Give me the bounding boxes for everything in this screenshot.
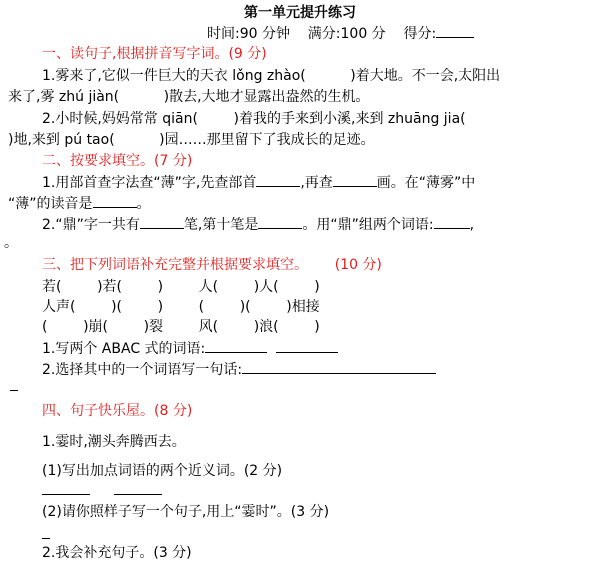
section-2-line-3 bbox=[42, 215, 474, 234]
text: 。用“鼎”组两个词语: bbox=[302, 217, 434, 233]
text: 1.用部首查字法查“薄”字,先查部首 bbox=[42, 175, 257, 191]
section-1-line-4: )地,来到 pú tao( )园……那里留下了我成长的足迹。 bbox=[8, 132, 375, 148]
section-1-line-1: 1.雾来了,它似一件巨大的天衣 lǒng zhào( )着大地。不一会,太阳出 bbox=[42, 68, 501, 84]
stroke-count-blank[interactable] bbox=[140, 215, 184, 229]
section-4-line-4: 2.我会补充句子。(3 分) bbox=[42, 545, 192, 561]
text: 1.写两个 ABAC 式的词语: bbox=[42, 341, 206, 357]
radical-blank[interactable] bbox=[256, 173, 300, 187]
section-4-line-3: (2)请你照样子写一个句子,用上“霎时”。(3 分) bbox=[42, 504, 330, 520]
text: 。 bbox=[136, 196, 151, 212]
text: ,再查 bbox=[300, 175, 333, 191]
section-4-line-2: (1)写出加点词语的两个近义词。(2 分) bbox=[42, 463, 283, 479]
abac-question bbox=[42, 339, 338, 358]
idiom-row-2[interactable]: 人声( )( ) ( )( )相接 bbox=[42, 299, 320, 315]
text: 画。在“薄雾”中 bbox=[376, 175, 476, 191]
answer-blank[interactable] bbox=[42, 538, 50, 539]
sentence-blank[interactable] bbox=[242, 360, 436, 374]
abac-blank-2[interactable] bbox=[276, 339, 338, 353]
synonym-blank-2[interactable] bbox=[114, 494, 162, 495]
section-2-line-2 bbox=[8, 194, 151, 213]
text: 2.选择其中的一个词语写一句话: bbox=[42, 362, 243, 378]
page-title: 第一单元提升练习 bbox=[244, 5, 356, 21]
word-1-blank[interactable] bbox=[434, 215, 470, 229]
section-4-heading: 四、句子快乐屋。(8 分) bbox=[42, 403, 193, 419]
idiom-row-3[interactable]: ( )崩( )裂 风( )浪( ) bbox=[42, 319, 320, 335]
section-3-heading: 三、把下列词语补充完整并根据要求填空。 (10 分) bbox=[42, 257, 382, 273]
strokes-blank[interactable] bbox=[333, 173, 377, 187]
text: 笔,第十笔是 bbox=[183, 217, 259, 233]
score-blank[interactable] bbox=[436, 24, 474, 38]
idiom-row-1[interactable]: 若( )若( ) 人( )人( ) bbox=[42, 279, 320, 295]
section-1-line-2: 来了,雾 zhú jiàn( )散去,大地才显露出盎然的生机。 bbox=[8, 89, 370, 105]
section-1-heading: 一、读句子,根据拼音写字词。(9 分) bbox=[42, 46, 267, 62]
sentence-question bbox=[42, 360, 436, 379]
text: , bbox=[469, 217, 475, 233]
text: 2.“鼎”字一共有 bbox=[42, 217, 140, 233]
synonym-blank-1[interactable] bbox=[42, 494, 90, 495]
abac-blank-1[interactable] bbox=[205, 339, 267, 353]
section-2-heading: 二、按要求填空。(7 分) bbox=[42, 153, 193, 169]
section-4-line-1: 1.霎时,潮头奔腾西去。 bbox=[42, 434, 186, 450]
section-2-line-1 bbox=[42, 173, 475, 192]
text: “薄”的读音是 bbox=[8, 196, 93, 212]
stray-mark bbox=[10, 390, 18, 391]
section-1-line-3: 2.小时候,妈妈常常 qiān( )着我的手来到小溪,来到 zhuāng jia( bbox=[42, 111, 466, 127]
time-score-line bbox=[207, 24, 474, 43]
pronunciation-blank[interactable] bbox=[93, 194, 137, 208]
time-score-text: 时间:90 分钟 满分:100 分 得分: bbox=[207, 26, 437, 42]
section-2-line-4: 。 bbox=[4, 235, 18, 251]
tenth-stroke-blank[interactable] bbox=[258, 215, 302, 229]
